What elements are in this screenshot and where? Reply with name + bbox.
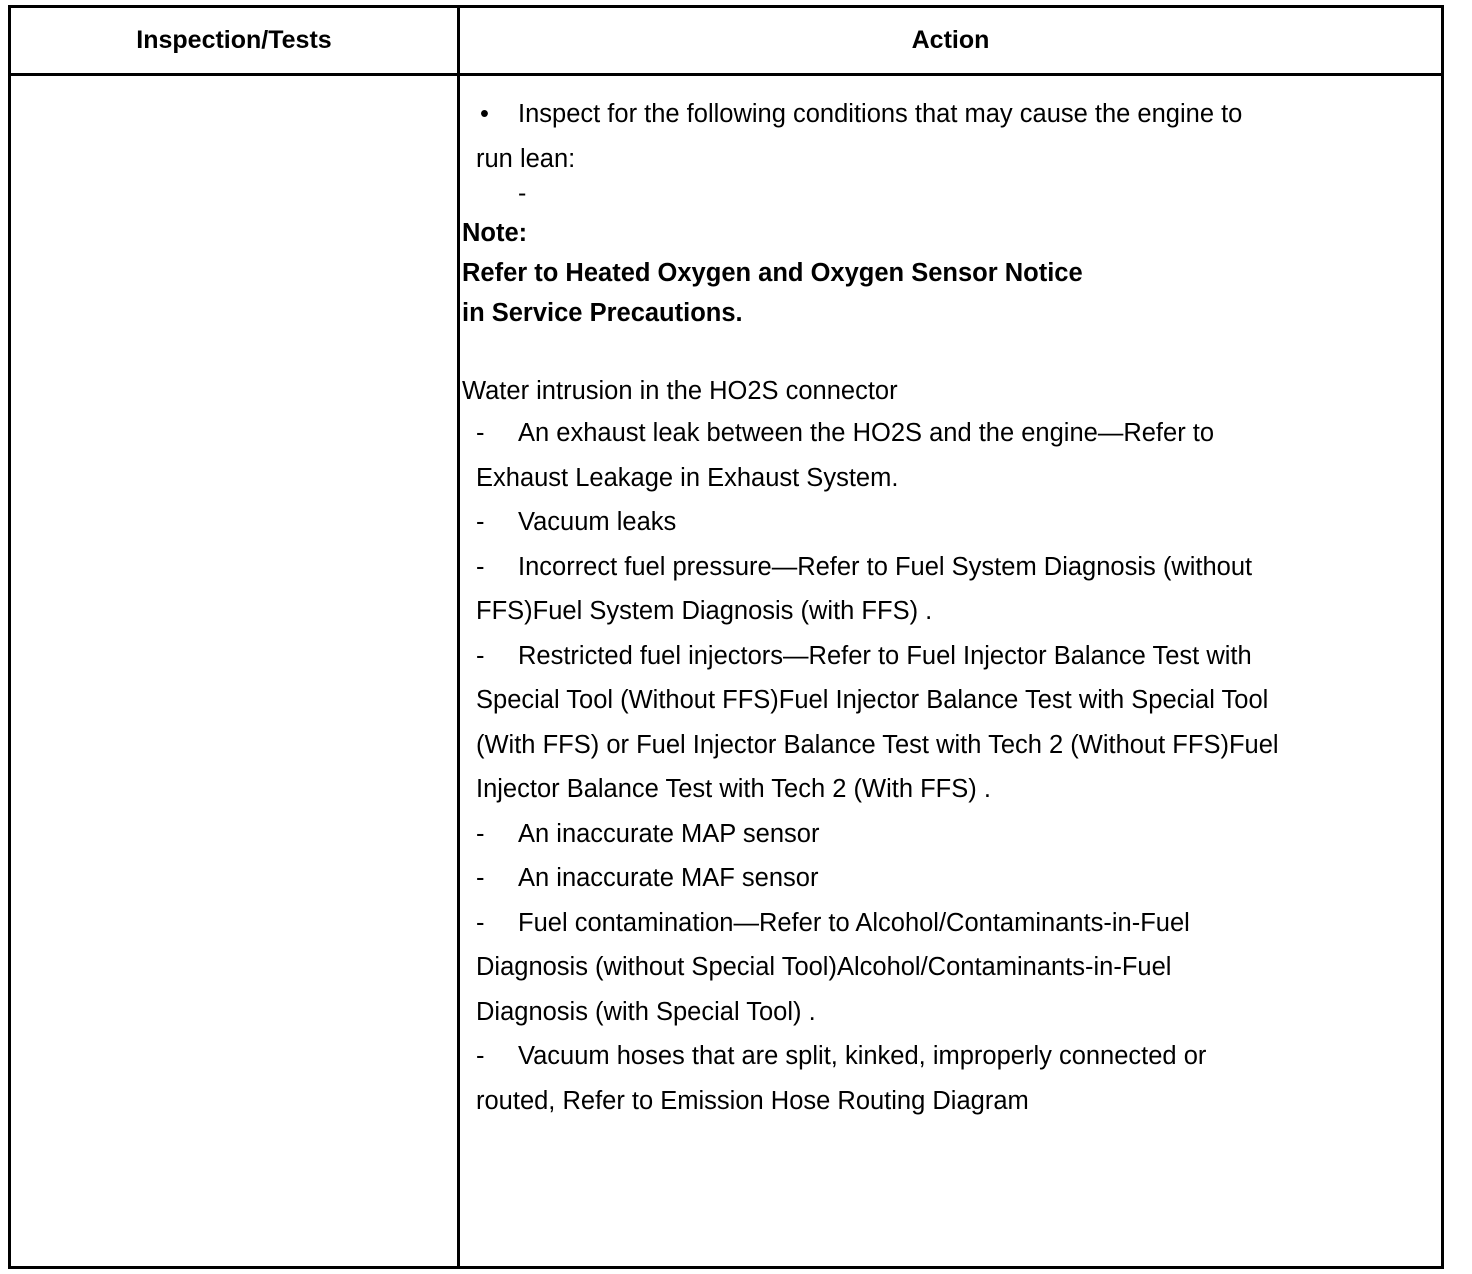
list-item-continuation: Exhaust Leakage in Exhaust System. [476, 463, 899, 492]
dash-marker: - [476, 819, 485, 848]
list-item [462, 545, 1437, 590]
list-item-text: Fuel contamination—Refer to Alcohol/Contaminants-in-Fuel [518, 908, 1190, 937]
dash-marker: - [476, 641, 485, 670]
dash-marker: - [476, 864, 485, 892]
intro-line-1 [462, 92, 1437, 137]
header-inspection-tests: Inspection/Tests [136, 26, 332, 54]
dash-marker: - [476, 552, 485, 581]
header-action: Action [911, 26, 990, 54]
spacer [462, 333, 1437, 371]
header-divider [8, 73, 1444, 76]
list-item-text: Vacuum hoses that are split, kinked, improperly connected or [518, 1042, 1207, 1070]
list-item [462, 500, 1437, 545]
note-line-1: Refer to Heated Oxygen and Oxygen Sensor Notice [462, 259, 1083, 287]
list-item-continuation: (With FFS) or Fuel Injector Balance Test with Tech 2 (Without FFS)Fuel [476, 730, 1279, 759]
list-item-continuation: Injector Balance Test with Tech 2 (With FFS) . [476, 775, 991, 803]
lone-dash: - [518, 179, 527, 207]
list-item-continuation: FFS)Fuel System Diagnosis (with FFS) . [476, 597, 933, 625]
list-item [462, 411, 1437, 456]
list-item-text: Incorrect fuel pressure—Refer to Fuel System Diagnosis (without [518, 552, 1253, 581]
list-item-text: An exhaust leak between the HO2S and the engine—Refer to [518, 419, 1215, 447]
intro-text-1: Inspect for the following conditions that may cause the engine to [518, 100, 1243, 128]
list-item-text: An inaccurate MAP sensor [518, 819, 820, 848]
list-item-continuation: Special Tool (Without FFS)Fuel Injector Balance Test with Special Tool [476, 686, 1269, 714]
column-divider [457, 5, 460, 1269]
list-item-text: An inaccurate MAF sensor [518, 864, 819, 892]
list-item-continuation: routed, Refer to Emission Hose Routing Diagram [476, 1086, 1029, 1115]
note-line-2: in Service Precautions. [462, 299, 743, 327]
list-item [462, 812, 1437, 857]
list-item-continuation: Diagnosis (without Special Tool)Alcohol/Contaminants-in-Fuel [476, 953, 1172, 981]
dash-marker: - [476, 1042, 485, 1070]
bullet-marker: • [480, 100, 489, 128]
intro-line-2: run lean: [476, 144, 576, 173]
list-item-text: Vacuum leaks [518, 508, 677, 536]
list-item [462, 634, 1437, 679]
list-item-text: Restricted fuel injectors—Refer to Fuel Injector Balance Test with [518, 641, 1252, 670]
list-item [462, 1034, 1437, 1079]
note-label: Note: [462, 219, 528, 247]
condition-list [462, 411, 1437, 1123]
dash-marker: - [476, 508, 485, 536]
dash-marker: - [476, 419, 485, 447]
list-item [462, 856, 1437, 901]
water-intrusion-line: Water intrusion in the HO2S connector [462, 377, 898, 405]
list-item-continuation: Diagnosis (with Special Tool) . [476, 997, 816, 1026]
action-cell [462, 92, 1437, 1123]
dash-marker: - [476, 908, 485, 937]
list-item [462, 901, 1437, 946]
